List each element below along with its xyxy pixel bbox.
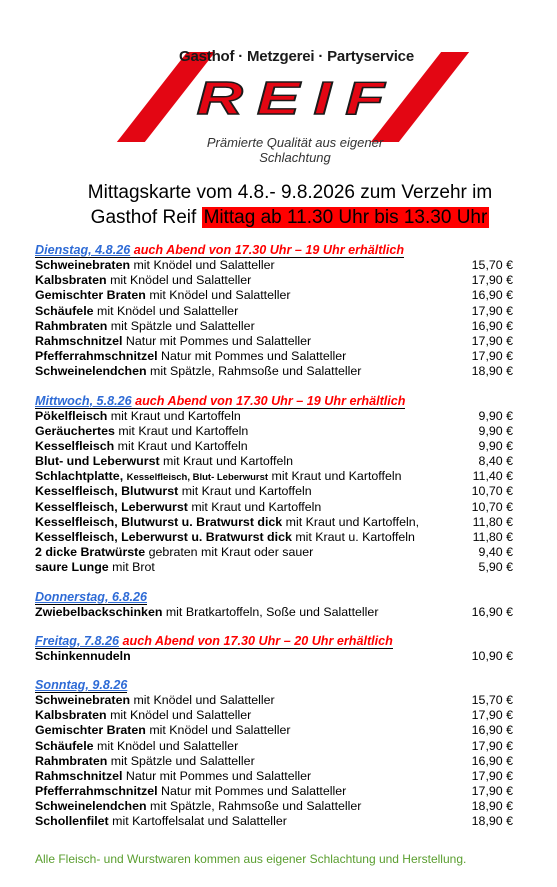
menu-item-dish bbox=[35, 273, 251, 288]
menu-item-dish bbox=[35, 319, 255, 334]
menu-item bbox=[35, 769, 513, 784]
menu-item-name: 2 dicke Bratwürste bbox=[35, 545, 146, 560]
evening-note: auch Abend von 17.30 Uhr – 19 Uhr erhältlich bbox=[133, 243, 405, 257]
menu-item-price: 16,90 € bbox=[471, 318, 513, 333]
menu-item-dish bbox=[35, 545, 313, 560]
menu-item bbox=[35, 560, 513, 575]
logo bbox=[160, 38, 430, 165]
menu-item-dish bbox=[35, 424, 248, 439]
evening-note: auch Abend von 17.30 Uhr – 19 Uhr erhältlich bbox=[135, 393, 406, 408]
day-name: Donnerstag, 6.8.26 bbox=[35, 589, 147, 604]
menu-item-price: 17,90 € bbox=[471, 768, 513, 783]
day-heading bbox=[35, 634, 393, 649]
menu-item-price: 8,40 € bbox=[478, 454, 513, 469]
menu-item-description: mit Knödel und Salatteller bbox=[97, 738, 239, 753]
menu-item-name: Schlachtplatte, bbox=[35, 469, 124, 484]
menu-item-description: mit Knödel und Salatteller bbox=[133, 692, 275, 707]
menu-item-dish bbox=[35, 500, 321, 515]
menu-item bbox=[35, 364, 513, 379]
menu-item-dish bbox=[35, 693, 275, 708]
menu-item-price: 10,70 € bbox=[471, 484, 513, 499]
day-heading bbox=[35, 590, 147, 605]
title-time-highlight: Mittag ab 11.30 Uhr bis 13.30 Uhr bbox=[203, 207, 488, 228]
day-heading bbox=[35, 394, 405, 409]
day-name: Mittwoch, 5.8.26 bbox=[35, 393, 132, 408]
menu-item-dish bbox=[35, 814, 287, 829]
menu-item-name: Zwiebelbackschinken bbox=[35, 604, 163, 619]
menu-item-description: Natur mit Pommes und Salatteller bbox=[125, 333, 312, 348]
menu-item bbox=[35, 273, 513, 288]
menu bbox=[35, 243, 513, 844]
menu-item-name: Rahmbraten bbox=[35, 318, 108, 333]
menu-item-dish bbox=[35, 364, 361, 379]
menu-item-dish bbox=[35, 708, 251, 723]
menu-item-price: 10,70 € bbox=[471, 499, 513, 514]
menu-item-price: 17,90 € bbox=[471, 333, 513, 348]
menu-item-dish bbox=[35, 469, 401, 484]
menu-item-dish bbox=[35, 304, 238, 319]
menu-item-name: Kesselfleisch, Leberwurst u. Bratwurst dick bbox=[35, 530, 292, 544]
menu-item bbox=[35, 739, 513, 754]
menu-item-name: Rahmbraten bbox=[35, 753, 108, 768]
menu-item-price: 11,80 € bbox=[472, 530, 513, 544]
evening-note: auch Abend von 17.30 Uhr – 20 Uhr erhältlich bbox=[122, 633, 393, 648]
menu-item-description: gebraten mit Kraut oder sauer bbox=[148, 545, 314, 560]
logo-brand: REIF bbox=[196, 72, 399, 124]
menu-item-description: mit Knödel und Salatteller bbox=[110, 708, 252, 723]
menu-item-price: 17,90 € bbox=[471, 784, 513, 799]
menu-item-description: mit Kraut und Kartoffeln bbox=[163, 454, 293, 469]
day-name: Sonntag, 9.8.26 bbox=[35, 677, 128, 692]
day-section bbox=[35, 394, 513, 576]
menu-item-name: Gemischter Braten bbox=[35, 288, 146, 303]
menu-item-price: 16,90 € bbox=[471, 723, 513, 738]
menu-item-dish bbox=[35, 530, 415, 545]
menu-item-dish bbox=[35, 605, 378, 620]
menu-item-dish bbox=[35, 258, 275, 273]
menu-item bbox=[35, 349, 513, 364]
menu-item bbox=[35, 693, 513, 708]
menu-item-name: Kesselfleisch, Leberwurst bbox=[35, 499, 188, 514]
menu-item-price: 16,90 € bbox=[471, 604, 513, 619]
menu-item bbox=[35, 304, 513, 319]
menu-item-name: Schollenfilet bbox=[35, 814, 109, 829]
menu-item bbox=[35, 409, 513, 424]
menu-item-dish bbox=[35, 784, 346, 799]
menu-item-name: Gemischter Braten bbox=[35, 723, 146, 738]
menu-item-description: mit Kraut und Kartoffeln bbox=[181, 484, 312, 499]
menu-item-name: Kesselfleisch, Blutwurst bbox=[35, 484, 179, 499]
menu-item-price: 5,90 € bbox=[478, 560, 513, 575]
title-line-1: Mittagskarte vom 4.8.- 9.8.2026 zum Verzehr im bbox=[87, 182, 493, 203]
menu-item bbox=[35, 469, 513, 484]
menu-item-name: Schweinebraten bbox=[35, 692, 131, 707]
menu-item bbox=[35, 424, 513, 439]
menu-item bbox=[35, 515, 513, 530]
menu-item-description: mit Kraut und Kartoffeln bbox=[117, 438, 248, 453]
menu-item bbox=[35, 784, 513, 799]
menu-item-dish bbox=[35, 288, 291, 303]
day-heading bbox=[35, 243, 404, 258]
menu-item bbox=[35, 319, 513, 334]
menu-item-description: mit Spätzle, Rahmsoße und Salatteller bbox=[150, 799, 362, 814]
menu-item-description: mit Kraut und Kartoffeln bbox=[271, 469, 402, 484]
menu-item-dish bbox=[35, 723, 291, 738]
menu-item-description: mit Spätzle und Salatteller bbox=[110, 753, 255, 768]
menu-item-description: mit Kraut und Kartoffeln bbox=[110, 408, 241, 423]
menu-item-name: Schinkennudeln bbox=[35, 648, 131, 663]
menu-item-name: Kesselfleisch bbox=[35, 438, 115, 453]
day-section bbox=[35, 590, 513, 620]
menu-item-description: mit Knödel und Salatteller bbox=[149, 723, 291, 738]
menu-item-name: Rahmschnitzel bbox=[35, 768, 123, 783]
menu-item-name: Kalbsbraten bbox=[35, 273, 107, 288]
menu-item-description: mit Spätzle und Salatteller bbox=[110, 318, 255, 333]
menu-item-description: mit Kraut und Kartoffeln bbox=[191, 499, 322, 514]
menu-item-name: Kesselfleisch, Blutwurst u. Bratwurst dick bbox=[35, 514, 283, 529]
logo-tagline-top: Gasthof · Metzgerei · Partyservice bbox=[179, 48, 414, 65]
menu-item-name: Blut- und Leberwurst bbox=[35, 454, 160, 469]
menu-item-name: Kalbsbraten bbox=[35, 708, 107, 723]
menu-item-name: Schäufele bbox=[35, 303, 94, 318]
menu-item-name: Pfefferrahmschnitzel bbox=[35, 784, 158, 799]
menu-item-description: Natur mit Pommes und Salatteller bbox=[161, 349, 347, 364]
title-line-2 bbox=[40, 205, 540, 230]
menu-item-dish bbox=[35, 409, 241, 424]
menu-item-price: 17,90 € bbox=[471, 303, 513, 318]
menu-item-name: Schäufele bbox=[35, 738, 94, 753]
menu-item-name: Pökelfleisch bbox=[35, 408, 108, 423]
menu-item-description: mit Kraut u. Kartoffeln bbox=[295, 530, 415, 544]
menu-item bbox=[35, 799, 513, 814]
menu-item-price: 9,40 € bbox=[478, 545, 513, 560]
menu-item-dish bbox=[35, 769, 311, 784]
menu-item bbox=[35, 530, 513, 545]
menu-item-subtext: Kesselfleisch, Blut- Leberwurst bbox=[126, 472, 269, 484]
day-name: Dienstag, 4.8.26 bbox=[35, 243, 131, 257]
menu-item-description: Natur mit Pommes und Salatteller bbox=[125, 768, 312, 783]
menu-item-price: 17,90 € bbox=[471, 349, 513, 364]
menu-item-description: mit Kraut und Kartoffeln, bbox=[285, 514, 420, 529]
menu-item-description: mit Brot bbox=[112, 560, 155, 575]
menu-item-price: 17,90 € bbox=[471, 708, 513, 723]
menu-item-description: Natur mit Pommes und Salatteller bbox=[161, 784, 347, 799]
menu-item-price: 18,90 € bbox=[471, 799, 513, 814]
menu-item-price: 10,90 € bbox=[471, 648, 513, 663]
day-name: Freitag, 7.8.26 bbox=[35, 633, 119, 648]
menu-item-name: Geräuchertes bbox=[35, 423, 115, 438]
footer-note: Alle Fleisch- und Wurstwaren kommen aus eigener Schlachtung und Herstellung. bbox=[35, 852, 467, 866]
menu-item bbox=[35, 439, 513, 454]
day-section bbox=[35, 634, 513, 664]
title-venue: Gasthof Reif bbox=[90, 207, 197, 228]
menu-item-name: Schweinelendchen bbox=[35, 364, 147, 379]
day-section bbox=[35, 243, 513, 380]
menu-item-dish bbox=[35, 739, 238, 754]
menu-item-name: Schweinebraten bbox=[35, 258, 131, 272]
menu-item-name: saure Lunge bbox=[35, 560, 109, 575]
menu-item-price: 9,90 € bbox=[478, 423, 513, 438]
menu-item bbox=[35, 814, 513, 829]
menu-item bbox=[35, 484, 513, 499]
menu-item-dish bbox=[35, 799, 361, 814]
logo-tagline-bottom: Prämierte Qualität aus eigener Schlachtung bbox=[206, 135, 384, 165]
menu-item-description: mit Spätzle, Rahmsoße und Salatteller bbox=[150, 364, 362, 379]
menu-item-dish bbox=[35, 484, 312, 499]
menu-item-price: 9,90 € bbox=[478, 408, 513, 423]
menu-item bbox=[35, 649, 513, 664]
menu-item-dish bbox=[35, 754, 255, 769]
menu-item-price: 9,90 € bbox=[478, 438, 513, 453]
menu-item-description: mit Knödel und Salatteller bbox=[110, 273, 252, 288]
menu-item bbox=[35, 454, 513, 469]
day-heading bbox=[35, 678, 127, 693]
day-section bbox=[35, 678, 513, 830]
menu-item-name: Rahmschnitzel bbox=[35, 333, 123, 348]
menu-item-price: 15,70 € bbox=[471, 692, 513, 707]
menu-item-price: 16,90 € bbox=[471, 753, 513, 768]
menu-item-dish bbox=[35, 439, 248, 454]
page-title bbox=[40, 180, 540, 230]
menu-item bbox=[35, 500, 513, 515]
menu-item-description: mit Knödel und Salatteller bbox=[133, 258, 275, 272]
menu-item bbox=[35, 334, 513, 349]
menu-item-price: 17,90 € bbox=[471, 273, 513, 288]
menu-item-description: mit Bratkartoffeln, Soße und Salatteller bbox=[165, 604, 379, 619]
menu-item bbox=[35, 545, 513, 560]
menu-item-description: mit Knödel und Salatteller bbox=[97, 303, 239, 318]
menu-item bbox=[35, 708, 513, 723]
menu-item-dish bbox=[35, 515, 419, 530]
menu-item-price: 15,70 € bbox=[471, 258, 513, 272]
menu-item-name: Schweinelendchen bbox=[35, 799, 147, 814]
menu-item-price: 18,90 € bbox=[471, 364, 513, 379]
menu-item-dish bbox=[35, 560, 155, 575]
menu-item-description: mit Kartoffelsalat und Salatteller bbox=[112, 814, 287, 829]
menu-item-description: mit Kraut und Kartoffeln bbox=[118, 423, 249, 438]
menu-item-price: 11,80 € bbox=[472, 514, 513, 529]
menu-item bbox=[35, 258, 513, 273]
menu-item-dish bbox=[35, 349, 346, 364]
menu-item-price: 17,90 € bbox=[471, 738, 513, 753]
menu-item-price: 11,40 € bbox=[472, 469, 513, 484]
menu-item-dish bbox=[35, 454, 293, 469]
menu-item-price: 16,90 € bbox=[471, 288, 513, 303]
menu-item-dish bbox=[35, 334, 311, 349]
menu-item-name: Pfefferrahmschnitzel bbox=[35, 349, 158, 364]
menu-item bbox=[35, 288, 513, 303]
menu-item-dish bbox=[35, 649, 131, 664]
menu-item-price: 18,90 € bbox=[471, 814, 513, 829]
menu-item bbox=[35, 605, 513, 620]
menu-item bbox=[35, 754, 513, 769]
menu-item-description: mit Knödel und Salatteller bbox=[149, 288, 291, 303]
menu-item bbox=[35, 723, 513, 738]
